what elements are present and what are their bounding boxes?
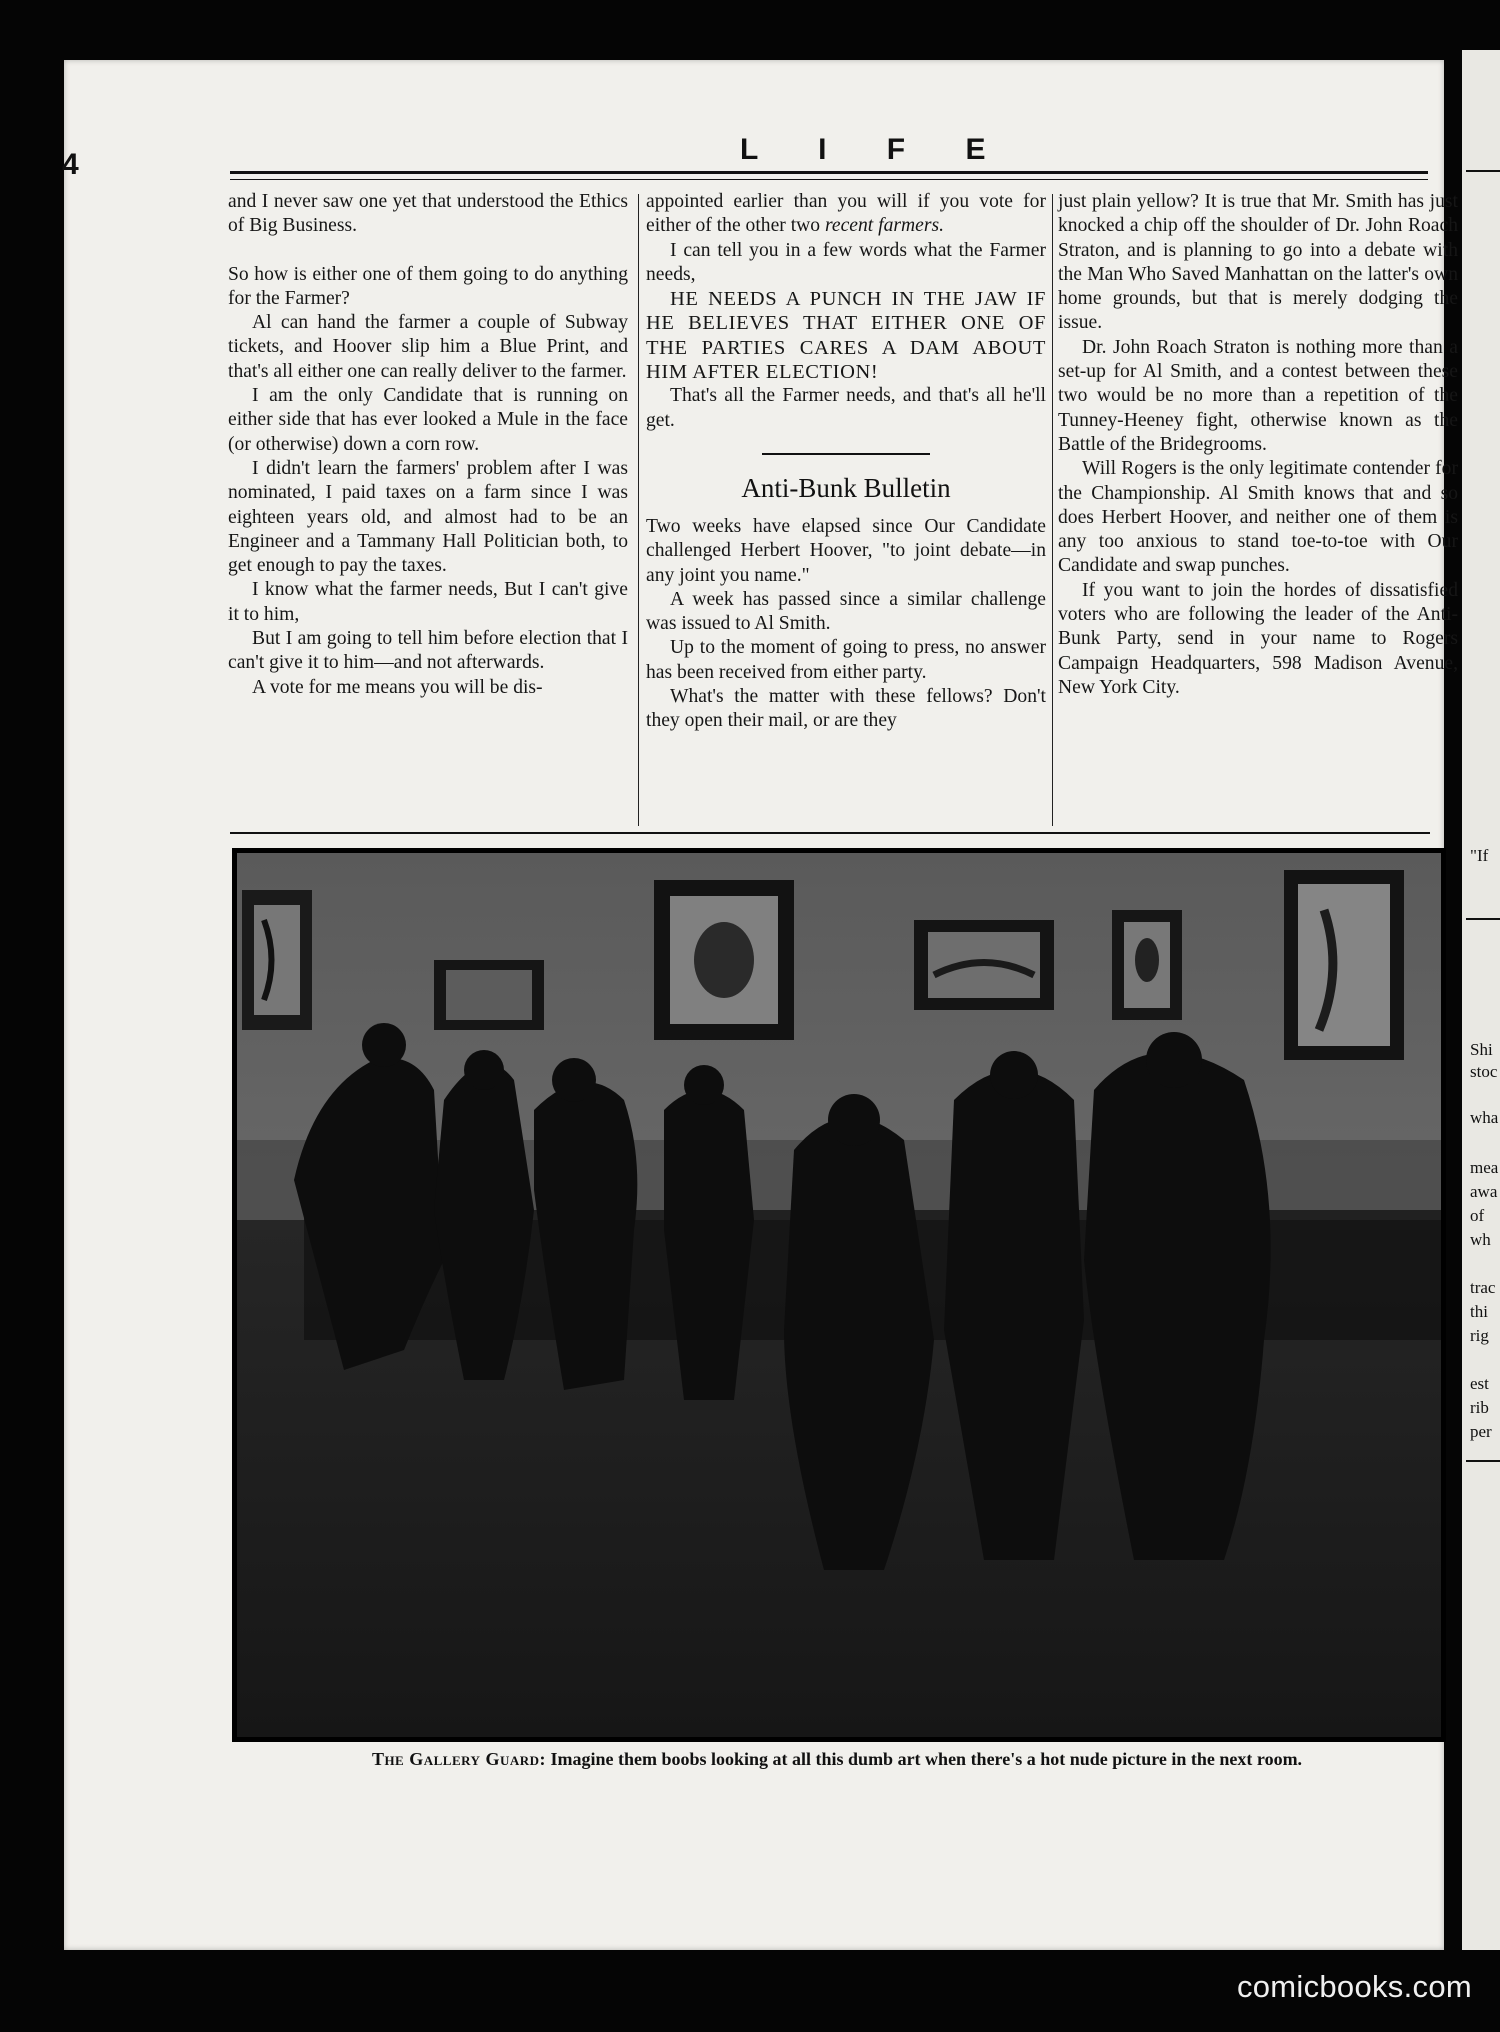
facing-page-fragment: trac (1470, 1278, 1496, 1297)
column-divider (1052, 194, 1053, 826)
emphasis-text: recent farmers. (825, 215, 945, 237)
masthead: L I F E (740, 133, 1012, 166)
illustration-caption (232, 1746, 1442, 1772)
facing-page-fragment: rib (1470, 1398, 1489, 1417)
facing-page-fragment: awa (1470, 1182, 1498, 1201)
visitor-head (464, 1050, 504, 1090)
facing-page-fragment: per (1470, 1422, 1492, 1441)
paragraph-text: appointed earlier than you will if you vote for either of the other two (646, 191, 1046, 237)
paragraph: What's the matter with these fellows? Don't they open their mail, or are they (646, 686, 1046, 732)
paragraph: I didn't learn the farmers' problem after I was nominated, I paid taxes on a farm since I was eighteen years old, and almost had to be an Engineer and a Tammany Hall Politician both, to get enough to pay the taxes. (228, 457, 628, 577)
facing-page-edge (1462, 50, 1500, 1950)
caption-text: Imagine them boobs looking at all this dumb art when there's a hot nude picture in the next room. (546, 1749, 1303, 1769)
paragraph: A vote for me means you will be dis- (252, 676, 543, 698)
paragraph: just plain yellow? It is true that Mr. Smith has just knocked a chip off the shoulder of Dr. John Roach Straton, and is planning to go into a debate with the Man Who Saved Manhattan on the latter's own home grounds, but that is merely dodging the issue. (1058, 191, 1458, 334)
paragraph: I know what the farmer needs, But I can't give it to him, (228, 579, 628, 625)
gallery-drawing (234, 850, 1444, 1740)
paragraph: Two weeks have elapsed since Our Candidate challenged Herbert Hoover, "to joint debate—in any joint you name." (646, 515, 1046, 586)
facing-page-rule (1466, 170, 1500, 172)
paragraph: Will Rogers is the only legitimate contender for the Championship. Al Smith knows that and so does Herbert Hoover, and neither one of them is any too anxious to stand toe-to-toe with Our Candidate and swap punches. (1058, 458, 1458, 577)
article-columns (226, 190, 1458, 830)
paragraph: So how is either one of them going to do anything for the Farmer? (228, 263, 628, 309)
paragraph: If you want to join the hordes of dissatisfied voters who are following the leader of the Anti-Bunk Party, send in your name to Rogers Campaign Headquarters, 598 Madison Avenue, New York City. (1058, 579, 1458, 698)
framed-painting (242, 890, 312, 1030)
framed-painting (434, 960, 544, 1030)
paragraph: and I never saw one yet that understood the Ethics of Big Business. (228, 191, 628, 237)
paragraph: I can tell you in a few words what the Farmer needs, (646, 239, 1046, 285)
emphasized-paragraph: HE NEEDS A PUNCH IN THE JAW IF HE BELIEVES THAT EITHER ONE OF THE PARTIES CARES A DAM ABOUT HIM AFTER ELECTION! (646, 288, 1046, 384)
paragraph: Al can hand the farmer a couple of Subway tickets, and Hoover slip him a Blue Print, and that's all either one can really deliver to the farmer. (228, 312, 628, 382)
facing-page-fragment: est (1470, 1374, 1489, 1393)
facing-page-rule (1466, 918, 1500, 920)
facing-page-fragment: wh (1470, 1230, 1491, 1249)
paragraph (646, 190, 1046, 239)
facing-page-rule (1466, 1460, 1500, 1462)
visitor-head (552, 1058, 596, 1102)
facing-page-fragment: stoc (1470, 1062, 1498, 1081)
gallery-illustration (232, 848, 1446, 1742)
facing-page-fragment: wha (1470, 1108, 1499, 1127)
facing-page-fragment: thi (1470, 1302, 1488, 1321)
visitor-head (990, 1051, 1038, 1099)
header-rule (230, 171, 1428, 180)
visitor-head (828, 1094, 880, 1146)
visitor-head (362, 1023, 406, 1067)
paragraph: Up to the moment of going to press, no answer has been received from either party. (646, 637, 1046, 683)
visitor-head (684, 1065, 724, 1105)
framed-painting (1284, 870, 1404, 1060)
section-heading: Anti-Bunk Bulletin (741, 472, 951, 503)
facing-page-fragment: Shi (1470, 1040, 1493, 1059)
facing-page-fragment: mea (1470, 1158, 1499, 1177)
article-column-1 (228, 190, 628, 700)
column-divider (638, 194, 639, 826)
paragraph: That's all the Farmer needs, and that's all he'll get. (646, 385, 1046, 431)
facing-page-fragment: rig (1470, 1326, 1489, 1345)
visitor-head (1146, 1032, 1202, 1088)
facing-page-fragment: "If (1470, 846, 1489, 865)
article-column-3 (1058, 190, 1458, 700)
framed-painting (914, 920, 1054, 1010)
paragraph: But I am going to tell him before election that I can't give it to him—and not afterwards. (228, 628, 628, 674)
framed-painting (1112, 910, 1182, 1020)
paragraph: A week has passed since a similar challenge was issued to Al Smith. (646, 588, 1046, 635)
caption-title: The Gallery Guard: (371, 1749, 546, 1769)
section-divider (762, 453, 930, 455)
watermark: comicbooks.com (1236, 1969, 1472, 2004)
framed-painting (654, 880, 794, 1040)
facing-page-fragment: of (1470, 1206, 1485, 1225)
article-column-2 (646, 190, 1046, 734)
paragraph: I am the only Candidate that is running on either side that has ever looked a Mule in the face (or otherwise) down a corn row. (228, 385, 628, 455)
page-number: 4 (62, 148, 79, 181)
section-rule (230, 832, 1430, 834)
paragraph: Dr. John Roach Straton is nothing more than a set-up for Al Smith, and a contest between these two would be no more than a repetition of the Tunney-Heeney fight, otherwise known as the Battle of the Bridegrooms. (1058, 336, 1458, 455)
